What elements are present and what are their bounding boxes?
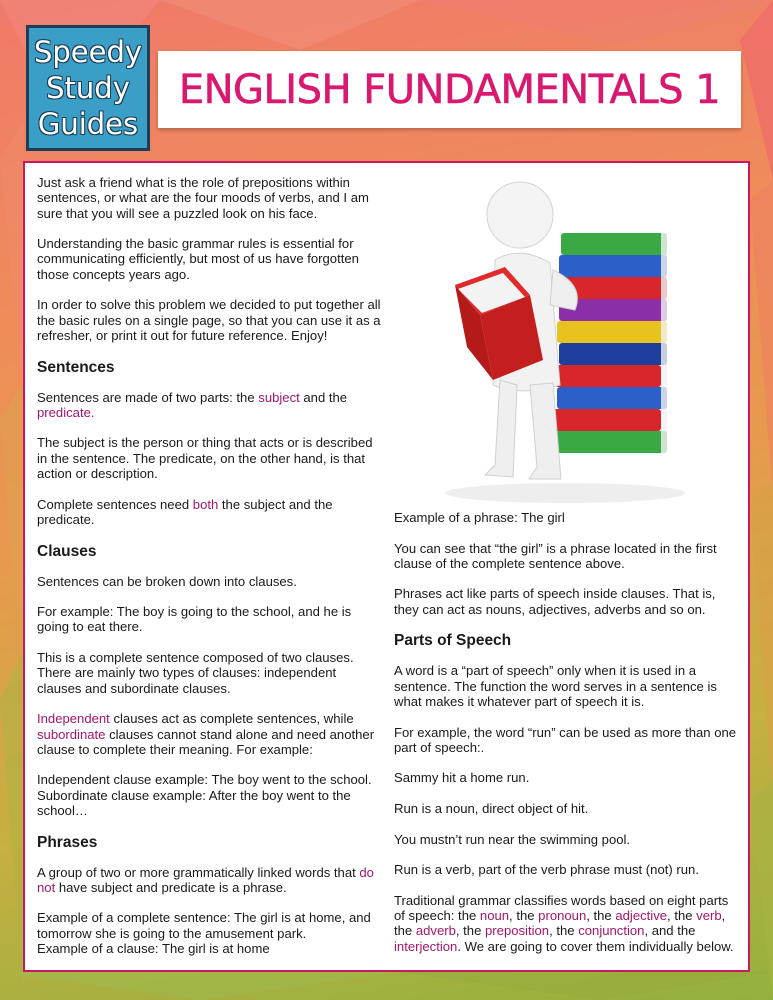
phrases-examples	[37, 910, 381, 956]
intro-paragraph-3: In order to solve this problem we decided to put together all the basic rules on a single page, so that you can use it as a refresher, or print it out for future reference. Enjoy!	[37, 297, 381, 343]
clause-example-2: Subordinate clause example: After the boy went to the school…	[37, 787, 351, 818]
clauses-paragraph-2: For example: The boy is going to the school, and he is going to eat there.	[37, 604, 352, 635]
parts-sentence-4: Run is a verb, part of the verb phrase must (not) run.	[394, 862, 699, 878]
parts-sentence-1: Sammy hit a home run.	[394, 770, 530, 786]
right-column	[394, 510, 740, 954]
term-adjective: adjective	[615, 908, 668, 924]
clauses-paragraph-1: Sentences can be broken down into clauses.	[37, 573, 297, 589]
term-verb: verb	[696, 908, 722, 924]
parts-of-speech-heading: Parts of Speech	[394, 632, 512, 650]
clauses-heading: Clauses	[37, 542, 97, 560]
clauses-paragraph-4: Independent clauses act as complete sentences, while subordinate clauses cannot stand alone and need another clause to complete their meaning. For example:	[37, 711, 375, 757]
brand-line-3: Guides	[37, 107, 139, 141]
content-panel	[23, 161, 750, 972]
parts-paragraph-2: For example, the word “run” can be used as more than one part of speech:.	[394, 724, 737, 755]
phrase-example-sentence: Example of a complete sentence: The girl is at home, and tomorrow she is going to the amusement park.	[37, 910, 371, 941]
parts-sentence-3: You mustn’t run near the swimming pool.	[394, 831, 631, 847]
parts-sentence-2: Run is a noun, direct object of hit.	[394, 801, 589, 817]
title-banner	[158, 51, 741, 128]
term-do-not: do not	[37, 864, 374, 895]
brand-line-1: Speedy	[33, 35, 143, 69]
phrases-paragraph-2: You can see that “the girl” is a phrase located in the first clause of the complete sentence above.	[394, 540, 717, 571]
reading-figure-with-books-icon	[425, 175, 699, 505]
parts-paragraph-3: Traditional grammar classifies words based on eight parts of speech: the noun, the pronoun, the adjective, the verb, the adverb, the preposition, the conjunction, and the interjection. We are going to cover them individually below.	[394, 892, 734, 954]
intro-paragraph-2: Understanding the basic grammar rules is essential for communicating efficiently, but most of us have forgotten those concepts years ago.	[37, 236, 359, 282]
parts-paragraph-1: A word is a “part of speech” only when it is used in a sentence. The function the word serves in a sentence is what makes it whatever part of speech it is.	[394, 663, 717, 709]
clauses-examples	[37, 772, 381, 818]
term-interjection: interjection	[394, 938, 458, 954]
term-noun: noun	[479, 908, 510, 924]
brand-line-2: Study	[46, 71, 130, 105]
clause-example-1: Independent clause example: The boy went to the school.	[37, 772, 372, 788]
phrase-example-clause: Example of a clause: The girl is at home	[37, 941, 270, 957]
term-subordinate: subordinate	[37, 726, 106, 742]
term-independent: Independent	[37, 711, 110, 727]
clauses-paragraph-3: This is a complete sentence composed of two clauses. There are mainly two types of clauses: independent clauses and subordinate clauses.	[37, 650, 354, 696]
term-both: both	[192, 496, 219, 512]
book-stack	[553, 233, 667, 453]
sentences-paragraph-1: Sentences are made of two parts: the subject and the predicate.	[37, 389, 348, 420]
term-subject: subject	[258, 389, 300, 405]
left-column	[37, 175, 381, 956]
sentences-paragraph-3: Complete sentences need both the subject and the predicate.	[37, 496, 333, 527]
phrase-example-phrase: Example of a phrase: The girl	[394, 510, 565, 525]
term-conjunction: conjunction	[578, 923, 645, 939]
sentences-paragraph-2: The subject is the person or thing that acts or is described in the sentence. The predicate, on the other hand, is that action or description.	[37, 435, 373, 482]
phrases-heading: Phrases	[37, 833, 98, 851]
phrases-paragraph-1: A group of two or more grammatically linked words that do not have subject and predicate is a phrase.	[37, 864, 374, 895]
sentences-heading: Sentences	[37, 358, 115, 376]
term-adverb: adverb	[415, 923, 456, 939]
intro-paragraph-1: Just ask a friend what is the role of prepositions within sentences, or what are the four moods of verbs, and I am sure that you will see a puzzled look on his face.	[37, 175, 369, 221]
term-pronoun: pronoun	[538, 908, 587, 924]
term-preposition: preposition	[485, 923, 550, 939]
phrases-paragraph-3: Phrases act like parts of speech inside clauses. That is, they can act as nouns, adjectives, adverbs and so on.	[394, 586, 716, 617]
brand-logo	[26, 25, 150, 151]
page-title: ENGLISH FUNDAMENTALS 1	[178, 66, 721, 113]
term-predicate: predicate	[37, 404, 91, 420]
